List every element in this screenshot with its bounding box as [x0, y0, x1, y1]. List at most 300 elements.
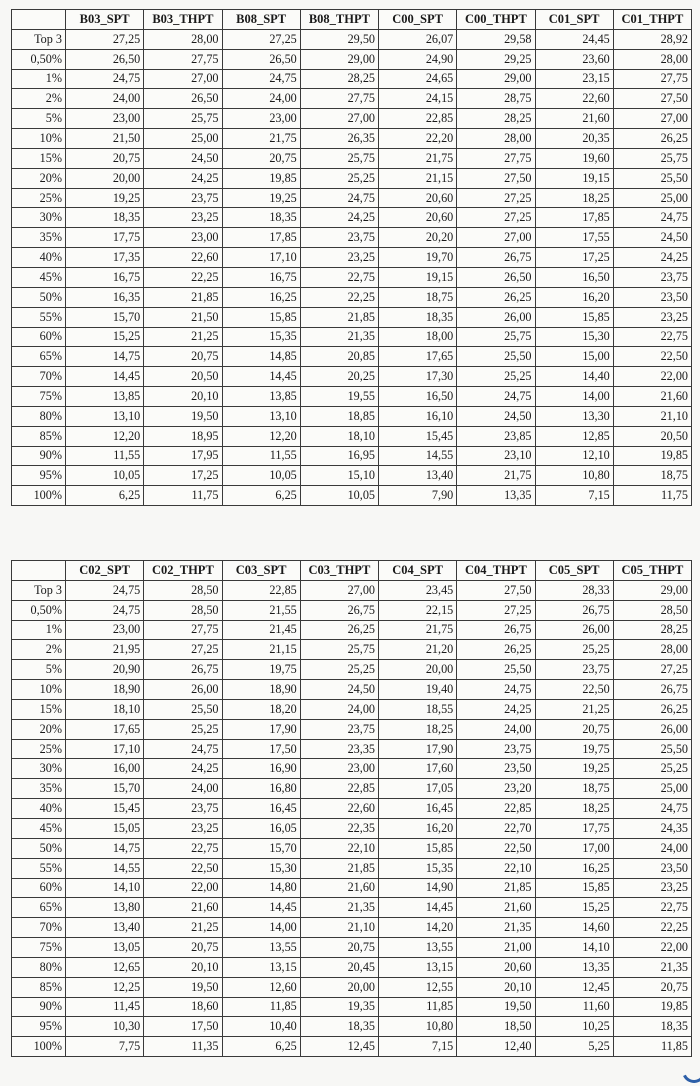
score-cell: 27,25 [222, 29, 300, 49]
score-cell: 21,35 [300, 327, 378, 347]
score-cell: 23,75 [613, 267, 691, 287]
score-cell: 29,25 [457, 49, 535, 69]
score-cell: 15,70 [66, 779, 144, 799]
score-cell: 19,25 [66, 188, 144, 208]
score-cell: 27,50 [613, 89, 691, 109]
score-cell: 18,35 [300, 1017, 378, 1037]
score-cell: 17,10 [66, 739, 144, 759]
score-cell: 25,00 [613, 779, 691, 799]
row-label: 15% [12, 148, 66, 168]
score-cell: 23,75 [535, 660, 613, 680]
score-cell: 14,20 [379, 918, 457, 938]
table-row [12, 208, 692, 228]
score-cell: 28,25 [613, 620, 691, 640]
score-cell: 23,75 [144, 799, 222, 819]
column-header: C01_SPT [535, 10, 613, 30]
score-cell: 13,85 [66, 387, 144, 407]
score-cell: 13,35 [457, 486, 535, 506]
score-cell: 24,25 [144, 168, 222, 188]
score-cell: 18,25 [535, 799, 613, 819]
row-label: 95% [12, 1017, 66, 1037]
score-cell: 25,50 [457, 660, 535, 680]
table-row [12, 49, 692, 69]
score-cell: 27,25 [457, 208, 535, 228]
score-cell: 17,00 [535, 838, 613, 858]
row-label: 10% [12, 680, 66, 700]
score-cell: 21,55 [222, 600, 300, 620]
score-cell: 14,00 [222, 918, 300, 938]
table-row [12, 977, 692, 997]
score-cell: 11,45 [66, 997, 144, 1017]
score-cell: 16,75 [66, 267, 144, 287]
score-cell: 12,25 [66, 977, 144, 997]
score-cell: 23,15 [535, 69, 613, 89]
score-cell: 26,25 [613, 699, 691, 719]
score-cell: 16,35 [66, 287, 144, 307]
score-cell: 7,15 [535, 486, 613, 506]
score-cell: 19,40 [379, 680, 457, 700]
score-cell: 21,20 [379, 640, 457, 660]
score-cell: 27,75 [144, 49, 222, 69]
score-cell: 18,85 [300, 406, 378, 426]
table-row [12, 1037, 692, 1057]
score-cell: 28,25 [457, 109, 535, 129]
score-cell: 12,45 [535, 977, 613, 997]
score-cell: 20,85 [300, 347, 378, 367]
score-cell: 13,10 [222, 406, 300, 426]
score-cell: 11,85 [379, 997, 457, 1017]
row-label: 70% [12, 367, 66, 387]
score-cell: 7,75 [66, 1037, 144, 1057]
score-cell: 16,50 [535, 267, 613, 287]
score-cell: 10,25 [535, 1017, 613, 1037]
score-cell: 22,75 [144, 838, 222, 858]
score-cell: 25,25 [457, 367, 535, 387]
score-cell: 14,00 [535, 387, 613, 407]
score-cell: 19,85 [613, 997, 691, 1017]
score-cell: 19,85 [613, 446, 691, 466]
score-cell: 21,50 [66, 129, 144, 149]
row-label: 5% [12, 109, 66, 129]
table-row [12, 367, 692, 387]
score-cell: 23,00 [222, 109, 300, 129]
score-cell: 17,85 [535, 208, 613, 228]
score-cell: 16,80 [222, 779, 300, 799]
score-cell: 23,00 [144, 228, 222, 248]
table-row [12, 580, 692, 600]
header-row [12, 561, 692, 581]
table-row [12, 188, 692, 208]
row-label: 30% [12, 759, 66, 779]
row-label: 95% [12, 466, 66, 486]
row-label: 2% [12, 640, 66, 660]
score-cell: 14,45 [222, 898, 300, 918]
score-cell: 25,00 [613, 188, 691, 208]
score-cell: 22,10 [300, 838, 378, 858]
score-cell: 20,75 [535, 719, 613, 739]
score-cell: 27,25 [457, 600, 535, 620]
row-label: 35% [12, 779, 66, 799]
table-row [12, 387, 692, 407]
score-cell: 24,25 [457, 699, 535, 719]
score-cell: 14,45 [66, 367, 144, 387]
score-cell: 20,20 [379, 228, 457, 248]
score-cell: 23,85 [457, 426, 535, 446]
score-cell: 22,85 [379, 109, 457, 129]
score-cell: 28,00 [457, 129, 535, 149]
score-cell: 24,75 [613, 799, 691, 819]
row-label: 30% [12, 208, 66, 228]
score-cell: 13,40 [379, 466, 457, 486]
score-cell: 22,75 [613, 327, 691, 347]
column-header: C04_SPT [379, 561, 457, 581]
score-cell: 17,95 [144, 446, 222, 466]
score-cell: 28,33 [535, 580, 613, 600]
score-cell: 12,40 [457, 1037, 535, 1057]
score-cell: 28,00 [613, 640, 691, 660]
score-cell: 21,10 [613, 406, 691, 426]
score-cell: 24,00 [457, 719, 535, 739]
row-label: 15% [12, 699, 66, 719]
score-cell: 10,80 [535, 466, 613, 486]
score-cell: 19,85 [222, 168, 300, 188]
score-cell: 21,85 [457, 878, 535, 898]
score-cell: 16,05 [222, 818, 300, 838]
score-cell: 26,25 [300, 620, 378, 640]
score-cell: 24,75 [222, 69, 300, 89]
score-cell: 20,75 [300, 938, 378, 958]
score-cell: 21,25 [144, 327, 222, 347]
score-cell: 22,85 [222, 580, 300, 600]
score-cell: 18,55 [379, 699, 457, 719]
score-cell: 21,35 [300, 898, 378, 918]
score-cell: 28,00 [613, 49, 691, 69]
score-cell: 23,35 [300, 739, 378, 759]
score-cell: 24,25 [300, 208, 378, 228]
score-cell: 23,00 [66, 109, 144, 129]
score-cell: 27,00 [300, 580, 378, 600]
row-label: 60% [12, 327, 66, 347]
score-cell: 27,25 [613, 660, 691, 680]
row-label: 1% [12, 620, 66, 640]
score-cell: 16,90 [222, 759, 300, 779]
table-row [12, 838, 692, 858]
score-cell: 18,75 [613, 466, 691, 486]
score-cell: 27,75 [613, 69, 691, 89]
score-cell: 24,75 [457, 680, 535, 700]
row-label: 90% [12, 446, 66, 466]
score-cell: 23,75 [457, 739, 535, 759]
score-cell: 20,60 [379, 208, 457, 228]
score-cell: 22,00 [613, 367, 691, 387]
score-cell: 14,80 [222, 878, 300, 898]
score-cell: 20,00 [379, 660, 457, 680]
score-cell: 28,50 [144, 600, 222, 620]
score-cell: 21,95 [66, 640, 144, 660]
score-cell: 20,50 [144, 367, 222, 387]
score-cell: 26,50 [222, 49, 300, 69]
score-cell: 22,15 [379, 600, 457, 620]
score-cell: 14,55 [379, 446, 457, 466]
score-cell: 24,25 [613, 248, 691, 268]
score-cell: 21,15 [379, 168, 457, 188]
score-cell: 17,85 [222, 228, 300, 248]
score-cell: 15,25 [535, 898, 613, 918]
score-cell: 23,75 [300, 719, 378, 739]
score-cell: 17,05 [379, 779, 457, 799]
score-cell: 26,00 [457, 307, 535, 327]
score-cell: 12,10 [535, 446, 613, 466]
score-cell: 17,65 [379, 347, 457, 367]
score-cell: 23,25 [613, 307, 691, 327]
score-cell: 26,75 [613, 680, 691, 700]
table-row [12, 109, 692, 129]
score-cell: 24,00 [66, 89, 144, 109]
score-cell: 18,35 [613, 1017, 691, 1037]
score-cell: 22,60 [535, 89, 613, 109]
score-cell: 25,75 [144, 109, 222, 129]
score-cell: 17,75 [535, 818, 613, 838]
row-label: 90% [12, 997, 66, 1017]
score-cell: 29,00 [300, 49, 378, 69]
score-cell: 19,50 [144, 406, 222, 426]
score-cell: 18,20 [222, 699, 300, 719]
column-header: C05_SPT [535, 561, 613, 581]
score-cell: 19,50 [457, 997, 535, 1017]
score-cell: 26,00 [613, 719, 691, 739]
score-cell: 6,25 [222, 1037, 300, 1057]
score-cell: 22,00 [613, 938, 691, 958]
score-cell: 23,25 [144, 818, 222, 838]
score-cell: 26,35 [300, 129, 378, 149]
score-cell: 25,25 [144, 719, 222, 739]
score-cell: 20,35 [535, 129, 613, 149]
score-cell: 14,10 [535, 938, 613, 958]
score-cell: 15,25 [66, 327, 144, 347]
score-cell: 18,25 [379, 719, 457, 739]
score-cell: 15,85 [222, 307, 300, 327]
row-label: 0,50% [12, 49, 66, 69]
score-cell: 7,15 [379, 1037, 457, 1057]
score-cell: 15,45 [379, 426, 457, 446]
score-cell: 24,75 [300, 188, 378, 208]
row-label: 5% [12, 660, 66, 680]
score-cell: 14,90 [379, 878, 457, 898]
score-cell: 19,35 [300, 997, 378, 1017]
score-cell: 14,45 [379, 898, 457, 918]
score-cell: 18,60 [144, 997, 222, 1017]
row-label: 50% [12, 838, 66, 858]
score-cell: 24,00 [300, 699, 378, 719]
score-cell: 24,75 [144, 739, 222, 759]
score-cell: 15,05 [66, 818, 144, 838]
score-cell: 28,50 [144, 580, 222, 600]
table-row [12, 228, 692, 248]
score-cell: 20,60 [379, 188, 457, 208]
table-row [12, 69, 692, 89]
table-row [12, 287, 692, 307]
score-cell: 22,35 [300, 818, 378, 838]
score-cell: 25,00 [144, 129, 222, 149]
row-label: Top 3 [12, 580, 66, 600]
score-cell: 13,80 [66, 898, 144, 918]
row-label: 0,50% [12, 600, 66, 620]
score-cell: 17,30 [379, 367, 457, 387]
table-row [12, 898, 692, 918]
score-cell: 25,25 [535, 640, 613, 660]
score-cell: 13,55 [222, 938, 300, 958]
score-cell: 24,00 [222, 89, 300, 109]
score-cell: 24,65 [379, 69, 457, 89]
score-cell: 21,35 [457, 918, 535, 938]
score-cell: 21,75 [379, 148, 457, 168]
table-row [12, 858, 692, 878]
table-row [12, 818, 692, 838]
score-cell: 15,70 [222, 838, 300, 858]
score-cell: 10,05 [300, 486, 378, 506]
score-cell: 11,55 [66, 446, 144, 466]
table-body [12, 580, 692, 1056]
score-cell: 7,90 [379, 486, 457, 506]
score-cell: 19,15 [379, 267, 457, 287]
table-row [12, 620, 692, 640]
score-cell: 27,50 [457, 580, 535, 600]
score-cell: 20,10 [144, 387, 222, 407]
score-cell: 16,45 [379, 799, 457, 819]
score-cell: 11,85 [613, 1037, 691, 1057]
score-cell: 20,75 [144, 938, 222, 958]
score-cell: 15,70 [66, 307, 144, 327]
score-cell: 15,10 [300, 466, 378, 486]
score-cell: 28,75 [457, 89, 535, 109]
table-row [12, 129, 692, 149]
score-cell: 10,05 [66, 466, 144, 486]
score-cell: 14,40 [535, 367, 613, 387]
score-cell: 23,25 [613, 878, 691, 898]
score-cell: 22,85 [457, 799, 535, 819]
score-cell: 22,25 [300, 287, 378, 307]
score-cell: 17,10 [222, 248, 300, 268]
score-cell: 10,80 [379, 1017, 457, 1037]
table-row [12, 719, 692, 739]
score-cell: 18,90 [66, 680, 144, 700]
score-cell: 10,40 [222, 1017, 300, 1037]
score-cell: 26,75 [300, 600, 378, 620]
row-label: 10% [12, 129, 66, 149]
score-cell: 12,55 [379, 977, 457, 997]
score-cell: 21,50 [144, 307, 222, 327]
row-label: 65% [12, 898, 66, 918]
table-row [12, 660, 692, 680]
score-cell: 17,90 [222, 719, 300, 739]
table-row [12, 878, 692, 898]
score-cell: 27,25 [66, 29, 144, 49]
score-cell: 22,10 [457, 858, 535, 878]
table-row [12, 680, 692, 700]
score-cell: 16,25 [535, 858, 613, 878]
row-label: 40% [12, 799, 66, 819]
score-cell: 14,85 [222, 347, 300, 367]
score-cell: 17,50 [144, 1017, 222, 1037]
column-header: B03_SPT [66, 10, 144, 30]
score-cell: 27,00 [613, 109, 691, 129]
table-row [12, 426, 692, 446]
score-cell: 15,00 [535, 347, 613, 367]
score-cell: 23,00 [300, 759, 378, 779]
score-cell: 22,50 [535, 680, 613, 700]
score-cell: 19,50 [144, 977, 222, 997]
score-cell: 27,50 [457, 168, 535, 188]
score-cell: 21,85 [300, 858, 378, 878]
row-label: 70% [12, 918, 66, 938]
score-cell: 12,65 [66, 957, 144, 977]
table-row [12, 1017, 692, 1037]
row-label: 100% [12, 1037, 66, 1057]
score-cell: 21,75 [379, 620, 457, 640]
score-cell: 23,45 [379, 580, 457, 600]
score-cell: 23,75 [300, 228, 378, 248]
table-row [12, 406, 692, 426]
score-cell: 22,00 [144, 878, 222, 898]
score-cell: 16,25 [222, 287, 300, 307]
score-cell: 12,45 [300, 1037, 378, 1057]
score-cell: 14,60 [535, 918, 613, 938]
score-cell: 21,85 [144, 287, 222, 307]
score-cell: 12,20 [66, 426, 144, 446]
score-cell: 17,55 [535, 228, 613, 248]
score-cell: 13,35 [535, 957, 613, 977]
score-cell: 17,90 [379, 739, 457, 759]
table-header [12, 10, 692, 30]
score-cell: 20,75 [144, 347, 222, 367]
score-cell: 10,30 [66, 1017, 144, 1037]
score-cell: 21,25 [535, 699, 613, 719]
score-cell: 14,45 [222, 367, 300, 387]
score-cell: 18,10 [300, 426, 378, 446]
score-cell: 20,00 [300, 977, 378, 997]
row-label: 65% [12, 347, 66, 367]
score-cell: 5,25 [535, 1037, 613, 1057]
score-cell: 25,50 [457, 347, 535, 367]
score-cell: 17,50 [222, 739, 300, 759]
score-cell: 13,40 [66, 918, 144, 938]
row-label: 60% [12, 878, 66, 898]
score-cell: 14,75 [66, 347, 144, 367]
score-table-2 [11, 560, 692, 1057]
score-cell: 6,25 [66, 486, 144, 506]
score-cell: 23,50 [613, 858, 691, 878]
column-header: C02_THPT [144, 561, 222, 581]
score-cell: 24,75 [66, 580, 144, 600]
score-cell: 12,85 [535, 426, 613, 446]
score-cell: 23,10 [457, 446, 535, 466]
row-label: 45% [12, 267, 66, 287]
score-cell: 19,75 [535, 739, 613, 759]
column-header: B08_SPT [222, 10, 300, 30]
score-cell: 26,25 [613, 129, 691, 149]
score-cell: 24,75 [457, 387, 535, 407]
score-cell: 21,60 [300, 878, 378, 898]
score-cell: 15,35 [222, 327, 300, 347]
score-cell: 12,20 [222, 426, 300, 446]
score-cell: 26,75 [457, 248, 535, 268]
table-row [12, 779, 692, 799]
score-cell: 13,55 [379, 938, 457, 958]
score-cell: 26,75 [535, 600, 613, 620]
row-label: 40% [12, 248, 66, 268]
score-cell: 14,75 [66, 838, 144, 858]
score-cell: 6,25 [222, 486, 300, 506]
